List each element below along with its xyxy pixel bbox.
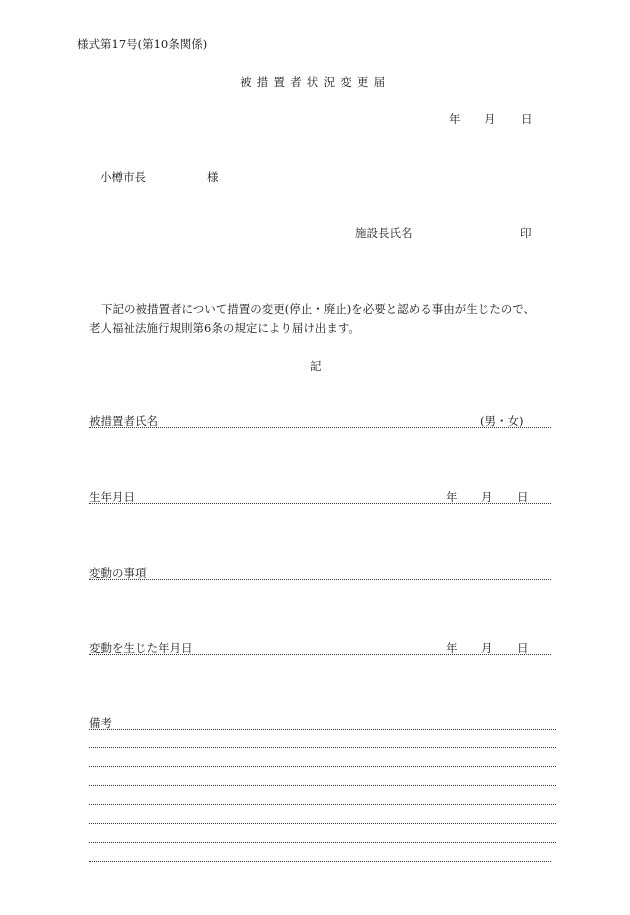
change-month-label: 月 bbox=[481, 641, 493, 655]
remarks-line[interactable] bbox=[89, 785, 556, 786]
date-year-label: 年 bbox=[449, 112, 461, 126]
birth-date-line bbox=[89, 503, 551, 504]
remarks-line[interactable] bbox=[89, 823, 556, 824]
birth-day-label: 日 bbox=[517, 490, 529, 504]
remarks-line[interactable] bbox=[89, 729, 556, 730]
seal-mark: 印 bbox=[520, 226, 532, 240]
body-line-1: 下記の被措置者について措置の変更(停止・廃止)を必要と認める事由が生じたので、 bbox=[101, 302, 536, 316]
remarks-line[interactable] bbox=[89, 747, 556, 748]
insured-name-label: 被措置者氏名 bbox=[89, 414, 158, 428]
body-line-2: 老人福祉法施行規則第6条の規定により届け出ます。 bbox=[89, 321, 360, 335]
remarks-label: 備考 bbox=[89, 716, 112, 730]
insured-name-line bbox=[89, 427, 551, 428]
applicant-name-label: 施設長氏名 bbox=[355, 226, 413, 240]
change-day-label: 日 bbox=[517, 641, 529, 655]
birth-date-label: 生年月日 bbox=[89, 490, 135, 504]
remarks-line[interactable] bbox=[89, 861, 551, 862]
date-day-label: 日 bbox=[521, 112, 533, 126]
gender-options[interactable]: (男・女) bbox=[480, 414, 524, 428]
form-number: 様式第17号(第10条関係) bbox=[77, 37, 208, 51]
birth-month-label: 月 bbox=[481, 490, 493, 504]
change-date-line bbox=[89, 654, 551, 655]
remarks-line[interactable] bbox=[89, 804, 556, 805]
addressee-honorific: 様 bbox=[207, 170, 219, 184]
remarks-line[interactable] bbox=[89, 842, 556, 843]
change-date-label: 変動を生じた年月日 bbox=[89, 641, 193, 655]
ki-heading: 記 bbox=[310, 359, 322, 373]
change-year-label: 年 bbox=[446, 641, 458, 655]
date-month-label: 月 bbox=[484, 112, 496, 126]
form-title: 被措置者状況変更届 bbox=[240, 75, 391, 89]
change-matter-label: 変動の事項 bbox=[89, 566, 147, 580]
remarks-line[interactable] bbox=[89, 766, 556, 767]
birth-year-label: 年 bbox=[446, 490, 458, 504]
addressee-name: 小樽市長 bbox=[100, 170, 146, 184]
change-matter-line bbox=[89, 579, 551, 580]
